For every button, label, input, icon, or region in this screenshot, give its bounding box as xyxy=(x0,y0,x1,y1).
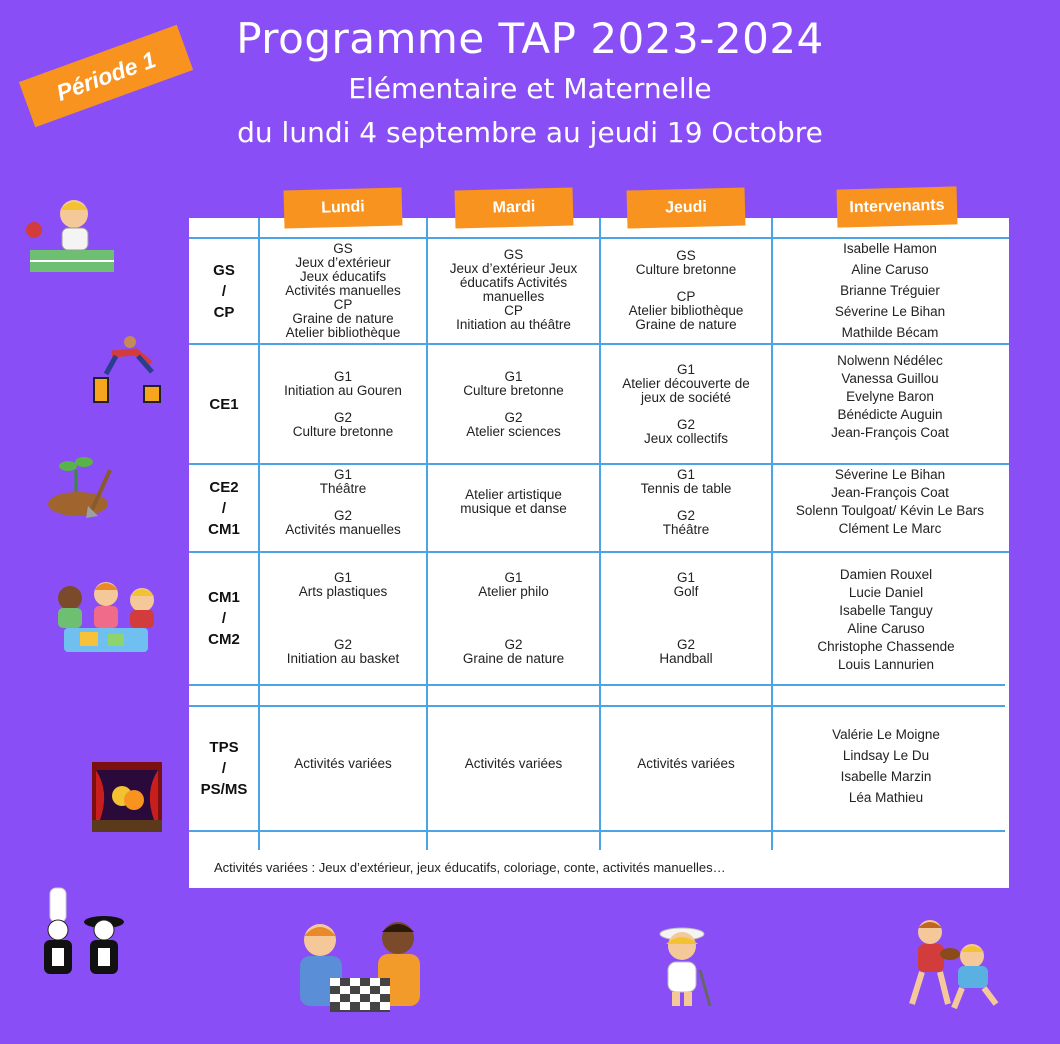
theatre-masks-icon xyxy=(92,762,162,832)
column-header-intervenants: Intervenants xyxy=(837,186,958,227)
row-label-ce2-cm1: CE2 / CM1 xyxy=(208,478,240,538)
cell-tps-intervenants: Valérie Le Moigne Lindsay Le Du Isabelle Marzin Léa Mathieu xyxy=(832,727,940,805)
column-header-lundi: Lundi xyxy=(284,187,403,228)
cell-ce1-jeudi: G1 Atelier découverte de jeux de société G2 Jeux collectifs xyxy=(622,361,750,446)
cell-gs-cp-intervenants: Isabelle Hamon Aline Caruso Brianne Tréguier Séverine Le Bihan Mathilde Bécam xyxy=(834,240,946,340)
row-label-gs-cp: GS / CP xyxy=(213,261,235,321)
golf-girl-icon xyxy=(648,920,718,1010)
column-header-mardi: Mardi xyxy=(455,187,574,228)
chess-players-icon xyxy=(290,916,430,1016)
cell-ce1-lundi: G1 Initiation au Gouren G2 Culture bretonne xyxy=(284,368,402,439)
cell-cm1-cm2-jeudi: G1 Golf G2 Handball xyxy=(659,570,713,666)
page-subtitle: Elémentaire et Maternelle xyxy=(348,72,712,105)
row-label-cm1-cm2: CM1 / CM2 xyxy=(208,589,240,648)
grid-line xyxy=(189,684,1005,686)
jumping-kid-icon xyxy=(92,334,164,406)
cell-cm1-cm2-lundi: G1 Arts plastiques G2 Initiation au basket xyxy=(286,570,400,666)
breton-costume-icon xyxy=(34,886,134,986)
ping-pong-kid-icon xyxy=(22,192,118,282)
rugby-kids-icon xyxy=(900,916,1004,1012)
cell-gs-cp-jeudi: GS Culture bretonne CP Atelier bibliothèque Graine de nature xyxy=(628,247,744,332)
cell-gs-cp-lundi: GS Jeux d’extérieur Jeux éducatifs Activités manuelles CP Graine de nature Atelier bibliothèque xyxy=(285,241,401,340)
cell-tps-jeudi: Activités variées xyxy=(637,755,735,771)
puzzle-kids-icon xyxy=(50,576,162,656)
cell-ce1-intervenants: Nolwenn Nédélec Vanessa Guillou Evelyne Baron Bénédicte Auguin Jean-François Coat xyxy=(831,353,949,440)
column-header-jeudi: Jeudi xyxy=(627,187,746,228)
row-label-tps-ps-ms: TPS / PS/MS xyxy=(200,739,248,798)
grid-line xyxy=(189,830,1005,832)
cell-ce1-mardi: G1 Culture bretonne G2 Atelier sciences xyxy=(463,368,564,439)
gardening-plant-icon xyxy=(44,448,116,520)
footnote: Activités variées : Jeux d’extérieur, jeux éducatifs, coloriage, conte, activités manuelles… xyxy=(214,860,726,875)
cell-cm1-cm2-intervenants: Damien Rouxel Lucie Daniel Isabelle Tanguy Aline Caruso Christophe Chassende Louis Lannurien xyxy=(817,567,955,672)
cell-ce2-cm1-lundi: G1 Théâtre G2 Activités manuelles xyxy=(285,466,401,537)
row-label-ce1: CE1 xyxy=(209,395,239,413)
cell-tps-mardi: Activités variées xyxy=(464,755,563,771)
cell-ce2-cm1-intervenants: Séverine Le Bihan Jean-François Coat Solenn Toulgoat/ Kévin Le Bars Clément Le Marc xyxy=(795,467,985,536)
cell-tps-lundi: Activités variées xyxy=(294,755,392,771)
cell-cm1-cm2-mardi: G1 Atelier philo G2 Graine de nature xyxy=(462,570,565,666)
page-title: Programme TAP 2023-2024 xyxy=(236,14,824,63)
cell-ce2-cm1-jeudi: G1 Tennis de table G2 Théâtre xyxy=(640,466,732,537)
periode-badge: Période 1 xyxy=(19,25,193,128)
cell-ce2-cm1-mardi: Atelier artistique musique et danse xyxy=(460,487,567,516)
cell-gs-cp-mardi: GS Jeux d’extérieur Jeux éducatifs Activités manuelles CP Initiation au théâtre xyxy=(449,247,578,332)
page-dates: du lundi 4 septembre au jeudi 19 Octobre xyxy=(237,116,823,149)
